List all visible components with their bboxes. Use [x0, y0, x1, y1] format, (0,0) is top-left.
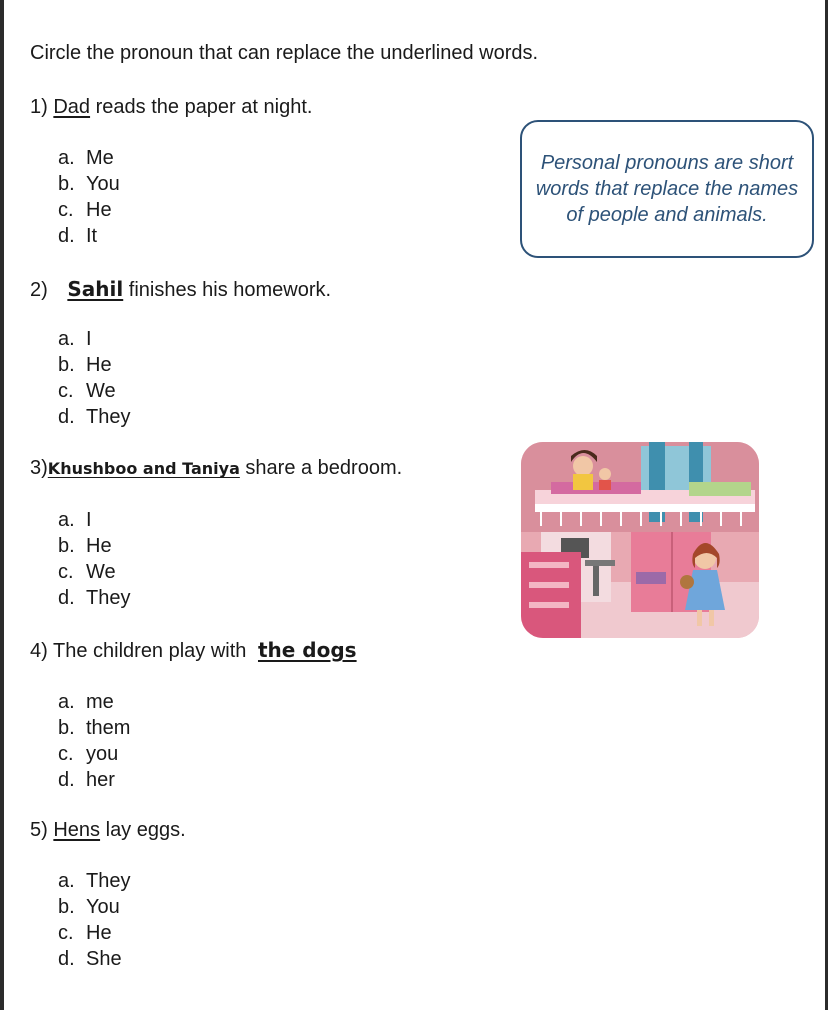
question-number: 1)	[30, 96, 48, 118]
question-text: lay eggs.	[100, 819, 186, 841]
question-text: The children play with	[53, 640, 252, 662]
question-text: share a bedroom.	[239, 457, 403, 479]
option-b[interactable]: b. He	[58, 354, 112, 376]
question-2	[30, 277, 331, 302]
question-text: finishes his homework.	[123, 279, 332, 301]
options-3	[58, 507, 130, 611]
question-3	[30, 457, 402, 480]
underlined-words: Dad	[53, 96, 91, 118]
underlined-words: Khushboo and Taniya	[47, 459, 240, 478]
option-c[interactable]: c. He	[58, 199, 112, 221]
question-text: reads the paper at night.	[90, 96, 313, 118]
window-border-left	[0, 0, 4, 1010]
pronoun-note-box	[520, 120, 814, 258]
option-b[interactable]: b. You	[58, 896, 120, 918]
options-2	[58, 326, 130, 430]
options-4	[58, 689, 130, 793]
option-a[interactable]: a. I	[58, 328, 92, 350]
option-c[interactable]: c. He	[58, 922, 112, 944]
question-4	[30, 638, 357, 663]
question-number: 3)	[30, 457, 48, 479]
option-a[interactable]: a. Me	[58, 147, 114, 169]
option-d[interactable]: d. It	[58, 225, 98, 247]
underlined-words: Hens	[53, 819, 101, 841]
underlined-words: the dogs	[257, 638, 357, 662]
option-a[interactable]: a. I	[58, 509, 92, 531]
options-1	[58, 145, 120, 249]
options-5	[58, 868, 130, 972]
question-number: 4)	[30, 640, 48, 662]
option-b[interactable]: b. You	[58, 173, 120, 195]
pronoun-note-text: Personal pronouns are short words that replace the names of people and animals.	[535, 152, 799, 226]
option-d[interactable]: d. They	[58, 587, 131, 609]
option-c[interactable]: c. We	[58, 380, 116, 402]
bedroom-illustration	[521, 442, 759, 638]
option-b[interactable]: b. them	[58, 717, 131, 739]
question-1	[30, 96, 312, 119]
question-5	[30, 819, 186, 842]
option-c[interactable]: c. We	[58, 561, 116, 583]
option-a[interactable]: a. me	[58, 691, 114, 713]
question-number: 5)	[30, 819, 48, 841]
option-c[interactable]: c. you	[58, 743, 119, 765]
underlined-words: Sahil	[67, 277, 124, 301]
question-number: 2)	[30, 279, 48, 301]
option-b[interactable]: b. He	[58, 535, 112, 557]
option-d[interactable]: d. They	[58, 406, 131, 428]
option-a[interactable]: a. They	[58, 870, 131, 892]
option-d[interactable]: d. her	[58, 769, 115, 791]
instruction-text: Circle the pronoun that can replace the underlined words.	[30, 42, 539, 64]
option-d[interactable]: d. She	[58, 948, 122, 970]
